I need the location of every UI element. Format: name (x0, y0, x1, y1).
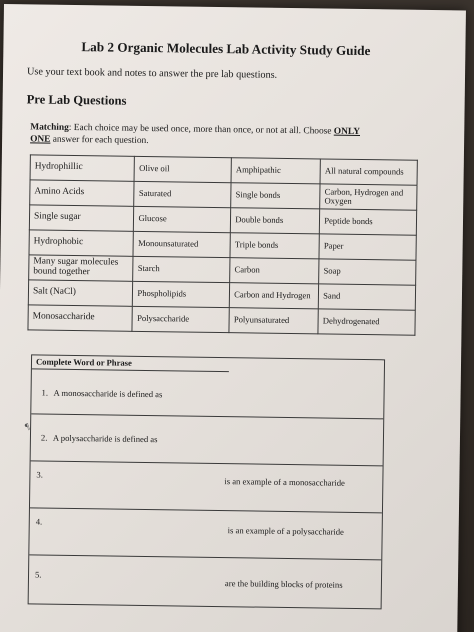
complete-phrase-heading: Complete Word or Phrase (32, 355, 229, 372)
choice-cell: All natural compounds (320, 159, 417, 185)
matching-choices-table (27, 154, 417, 335)
choice-cell: Hydrophillic (30, 155, 135, 181)
matching-only: ONLY (333, 126, 361, 137)
complete-word-phrase-box (28, 354, 385, 609)
choice-cell: Sand (319, 284, 416, 310)
choice-cell: Dehydrogenated (318, 309, 415, 335)
worksheet-page (0, 4, 466, 632)
choices-row (28, 305, 415, 335)
choice-cell: Peptide bonds (320, 209, 417, 235)
choice-cell: Paper (319, 234, 416, 260)
pre-lab-heading: Pre Lab Questions (26, 92, 127, 108)
phrase-row-4 (29, 508, 382, 560)
matching-one: ONE (30, 134, 51, 145)
choice-cell: Polysaccharide (132, 306, 229, 332)
choice-cell: Monounsaturated (133, 231, 230, 257)
choice-cell: Many sugar molecules bound together (29, 255, 134, 281)
phrase-number: 3. (36, 469, 43, 480)
choice-cell: Olive oil (135, 156, 232, 182)
choice-cell: Carbon, Hydrogen and Oxygen (320, 184, 417, 210)
choice-cell: Saturated (134, 181, 231, 207)
choice-cell: Phospholipids (133, 281, 230, 307)
phrase-row-1 (31, 369, 384, 419)
choice-cell: Carbon and Hydrogen (230, 283, 319, 309)
page-title: Lab 2 Organic Molecules Lab Activity Study Guide (81, 39, 371, 59)
phrase-row-5 (29, 555, 382, 610)
margin-pen-mark: ¶ (23, 420, 31, 432)
choice-cell: Carbon (230, 258, 319, 284)
choice-cell: Single bonds (231, 183, 320, 209)
choice-cell: Single sugar (29, 205, 134, 231)
phrase-text: are the building blocks of proteins (224, 578, 343, 590)
choice-cell: Double bonds (231, 208, 320, 234)
choice-cell: Monosaccharide (28, 305, 133, 331)
choice-cell: Amphipathic (231, 158, 320, 184)
choice-cell: Starch (133, 256, 230, 282)
phrase-text: A polysaccharide is defined as (52, 432, 158, 445)
phrase-number: 2. (40, 432, 48, 443)
choice-cell: Polyunsaturated (229, 308, 318, 334)
phrase-text: is an example of a monosaccharide (224, 476, 345, 488)
choice-cell: Salt (NaCl) (28, 280, 133, 306)
instructions-text: Use your text book and notes to answer the pre lab questions. (26, 66, 278, 81)
phrase-text: A monosaccharide is defined as (53, 387, 163, 400)
phrase-row-2 (31, 414, 384, 466)
phrase-text: is an example of a polysaccharide (227, 525, 344, 537)
choice-cell: Hydrophobic (29, 230, 134, 256)
phrase-row-3 (30, 461, 383, 513)
matching-label: Matching (30, 122, 69, 133)
choice-cell: Glucose (134, 206, 231, 232)
choice-cell: Amino Acids (30, 180, 135, 206)
matching-text-1: : Each choice may be used once, more than once, or not at all. Choose (68, 122, 332, 137)
choice-cell: Triple bonds (230, 233, 319, 259)
choice-cell: Soap (319, 259, 416, 285)
phrase-number: 4. (35, 516, 43, 527)
phrase-number: 5. (34, 569, 42, 580)
matching-text-2: answer for each question. (50, 134, 149, 147)
phrase-number: 1. (41, 387, 49, 398)
